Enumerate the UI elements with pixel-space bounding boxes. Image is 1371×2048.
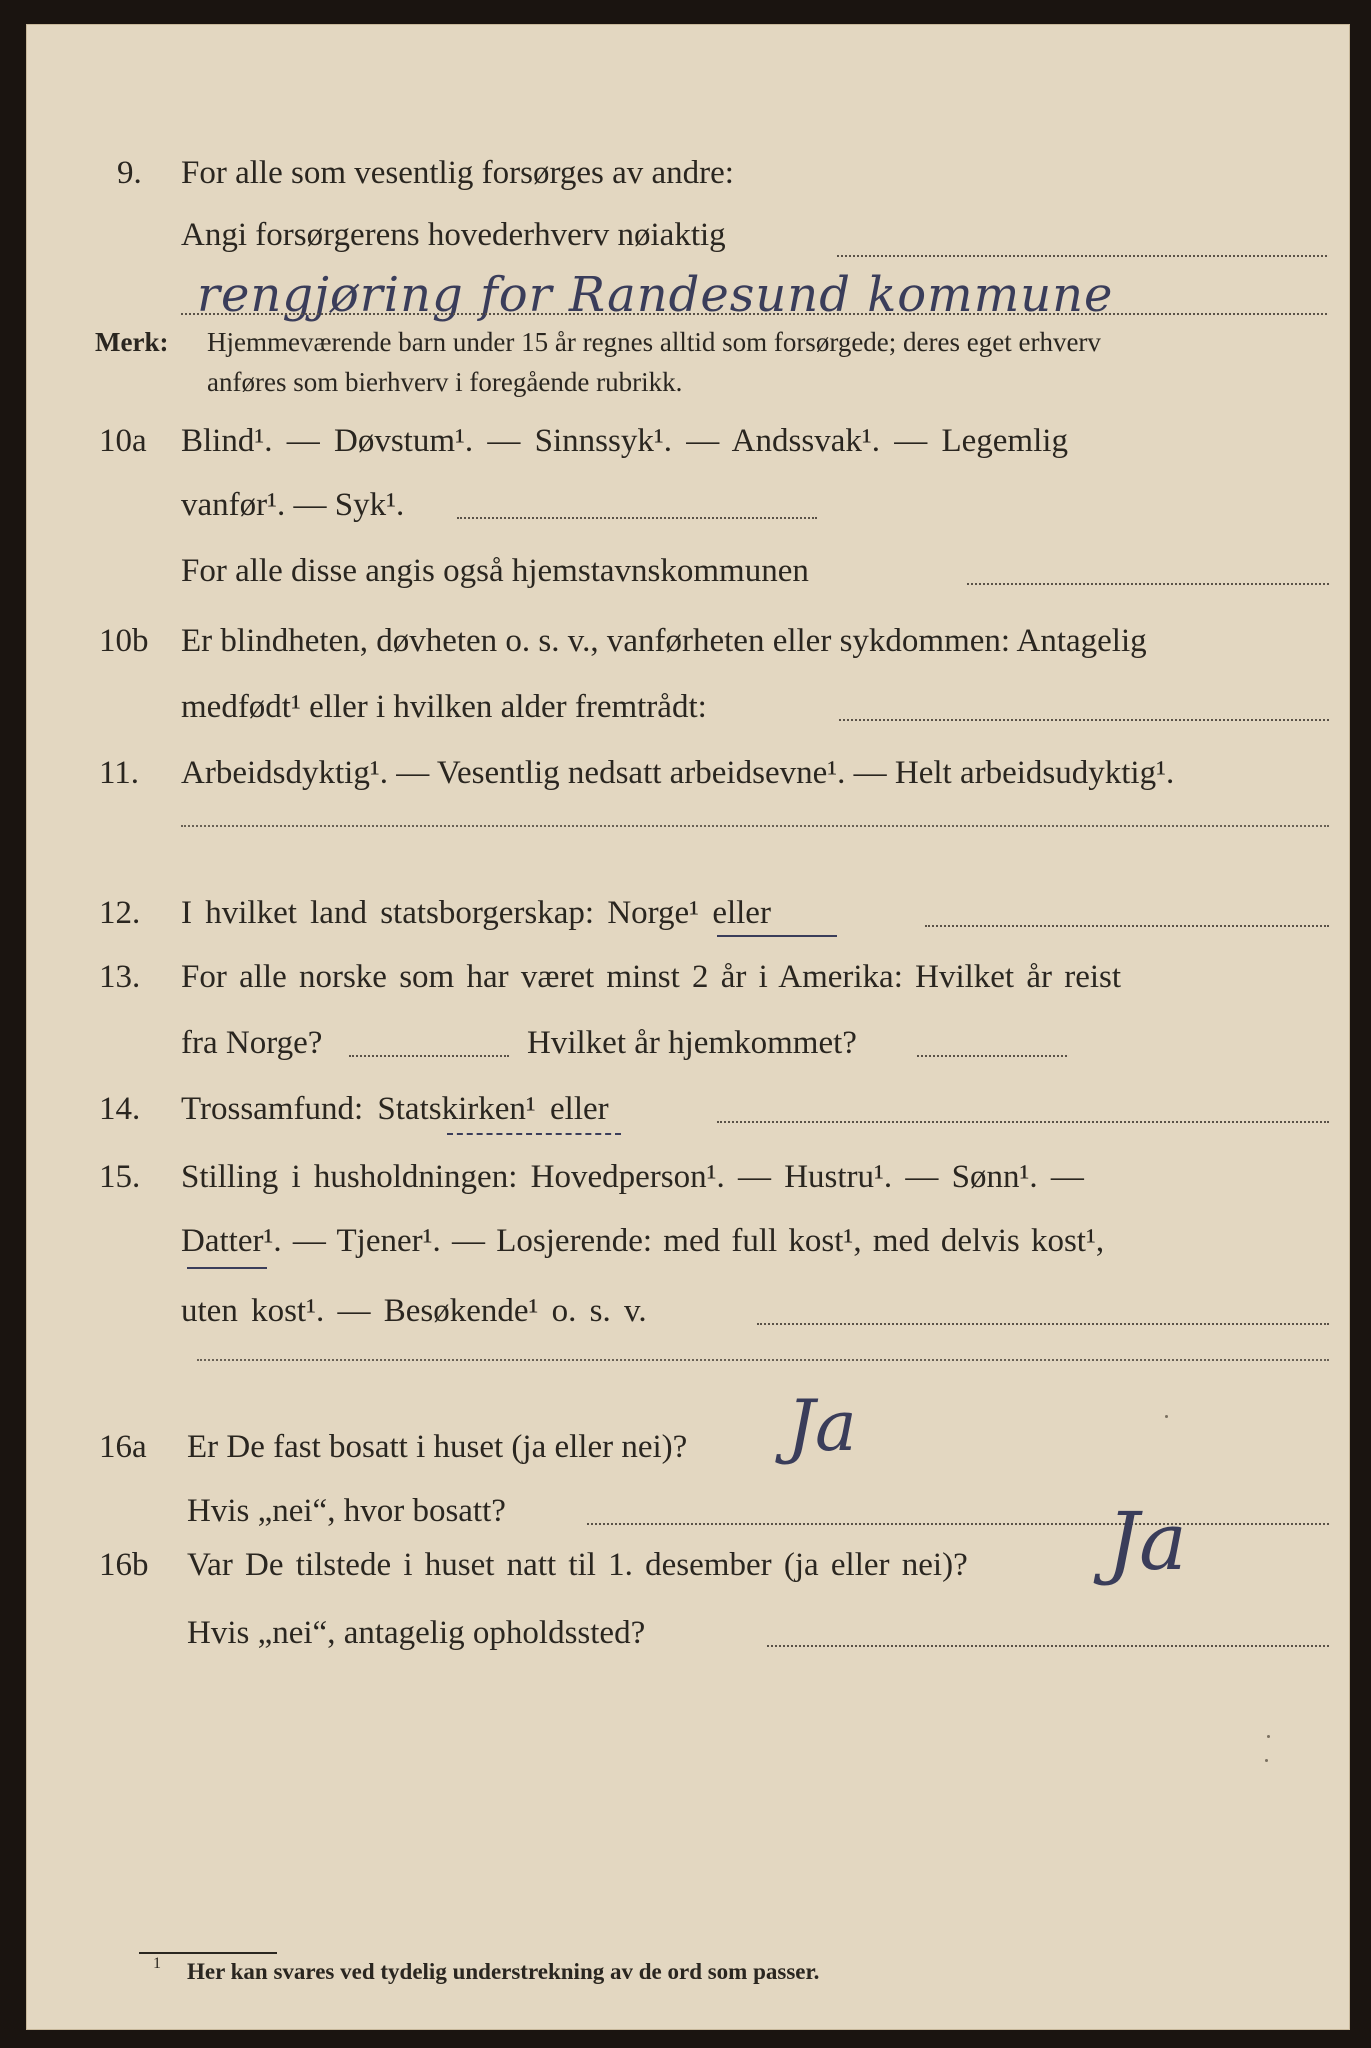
paper-speck bbox=[1165, 1415, 1168, 1418]
q12-number: 12. bbox=[99, 895, 141, 931]
merk-text-2: anføres som bierhverv i foregående rubrikk. bbox=[207, 367, 683, 397]
q10b-number: 10b bbox=[99, 623, 149, 659]
q9-number: 9. bbox=[117, 155, 142, 191]
q9-answer-line-1 bbox=[837, 255, 1327, 257]
q12-answer-line bbox=[925, 925, 1329, 927]
q15-options-2: Datter¹. — Tjener¹. — Losjerende: med full kost¹, med delvis kost¹, bbox=[181, 1223, 1105, 1259]
q10b-answer-line bbox=[839, 719, 1329, 721]
q14-number: 14. bbox=[99, 1091, 141, 1127]
q10a-options-2: vanfør¹. — Syk¹. bbox=[181, 487, 405, 523]
q12-norge-underline bbox=[717, 935, 837, 937]
q10a-hometown-question: For alle disse angis også hjemstavnskommunen bbox=[181, 553, 809, 589]
footnote-rule bbox=[139, 1952, 277, 1954]
paper-speck bbox=[1265, 1759, 1268, 1762]
q15-datter-underline bbox=[187, 1267, 267, 1269]
q10b-question: Er blindheten, døvheten o. s. v., vanførheten eller sykdommen: Antagelig bbox=[181, 623, 1147, 659]
q16b-question: Var De tilstede i huset natt til 1. desember (ja eller nei)? bbox=[187, 1547, 968, 1583]
q13-return-line bbox=[917, 1055, 1067, 1057]
q16a-number: 16a bbox=[99, 1429, 147, 1465]
q13-left-label: fra Norge? bbox=[181, 1025, 323, 1061]
q15-options-3: uten kost¹. — Besøkende¹ o. s. v. bbox=[181, 1293, 647, 1329]
q15-number: 15. bbox=[99, 1159, 141, 1195]
merk-label: Merk: bbox=[95, 327, 169, 357]
q16a-answer-line bbox=[587, 1523, 1329, 1525]
merk-text-1: Hjemmeværende barn under 15 år regnes alltid som forsørgede; deres eget erhverv bbox=[207, 327, 1101, 357]
q16b-answer-line bbox=[767, 1645, 1329, 1647]
q13-number: 13. bbox=[99, 959, 141, 995]
q11-options: Arbeidsdyktig¹. — Vesentlig nedsatt arbeidsevne¹. — Helt arbeidsudyktig¹. bbox=[181, 755, 1175, 791]
footnote-mark: 1 bbox=[153, 1955, 161, 1972]
q16b-number: 16b bbox=[99, 1547, 149, 1583]
q14-question: Trossamfund: Statskirken¹ eller bbox=[181, 1091, 609, 1127]
q15-answer-line-2 bbox=[197, 1359, 1329, 1361]
q13-departure-line bbox=[349, 1055, 509, 1057]
q9-question: Angi forsørgerens hovederhverv nøiaktig bbox=[181, 217, 726, 253]
q11-answer-line bbox=[181, 825, 1329, 827]
q15-answer-line-1 bbox=[757, 1323, 1329, 1325]
q16a-question: Er De fast bosatt i huset (ja eller nei)? bbox=[187, 1429, 688, 1465]
q12-question: I hvilket land statsborgerskap: Norge¹ eller bbox=[181, 895, 771, 931]
q16b-handwritten-answer: Ja bbox=[1107, 1495, 1187, 1588]
q14-statskirken-underline bbox=[447, 1133, 621, 1135]
census-form-page bbox=[26, 24, 1350, 2030]
footnote-text: Her kan svares ved tydelig understrekning av de ord som passer. bbox=[187, 1959, 820, 1984]
q10a-number: 10a bbox=[99, 423, 147, 459]
q9-answer-line-2 bbox=[181, 313, 1327, 315]
q15-options-1: Stilling i husholdningen: Hovedperson¹. — Hustru¹. — Sønn¹. — bbox=[181, 1159, 1084, 1195]
q10b-question-2: medfødt¹ eller i hvilken alder fremtrådt: bbox=[181, 689, 707, 725]
q10a-hometown-line bbox=[967, 583, 1329, 585]
q13-question: For alle norske som har været minst 2 år i Amerika: Hvilket år reist bbox=[181, 959, 1122, 995]
q10a-answer-line bbox=[457, 517, 817, 519]
q11-number: 11. bbox=[99, 755, 140, 791]
q9-handwritten-answer: rengjøring for Randesund kommune bbox=[197, 267, 1114, 323]
q16a-question-2: Hvis „nei“, hvor bosatt? bbox=[187, 1493, 506, 1529]
q16b-question-2: Hvis „nei“, antagelig opholdssted? bbox=[187, 1615, 646, 1651]
q10a-options: Blind¹. — Døvstum¹. — Sinnssyk¹. — Andssvak¹. — Legemlig bbox=[181, 423, 1068, 459]
q16a-handwritten-answer: Ja bbox=[787, 1385, 857, 1467]
q14-answer-line bbox=[717, 1121, 1329, 1123]
q9-heading: For alle som vesentlig forsørges av andre: bbox=[181, 155, 734, 191]
q13-right-label: Hvilket år hjemkommet? bbox=[527, 1025, 857, 1061]
paper-speck bbox=[1267, 1735, 1270, 1738]
